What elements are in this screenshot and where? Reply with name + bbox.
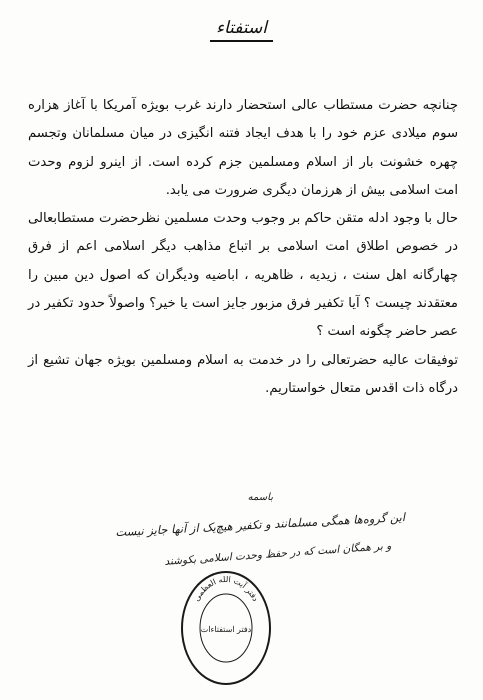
handwritten-answer-line-1: این گروه‌ها همگی مسلمانند و تکفیر هیچ‌یک از آنها جایز نیست: [115, 510, 406, 540]
seal-center-text: دفتر استفتاءات: [200, 625, 252, 634]
letter-body: [28, 92, 458, 403]
paragraph-question: حال با وجود ادله متقن حاکم بر وجوب وحدت مسلمین نظرحضرت مستطابعالی در خصوص اطلاق امت اسلامی بر اتباع مذاهب دیگر اسلامی اعم از فرق چهارگانه اهل سنت ، زیدیه ، ظاهریه ، اباضیه ودیگران که اصول دین مبین را معتقدند چیست ؟ آیا تکفیر فرق مزبور جایز است یا خیر؟ واصولاً حدود تکفیر در عصر حاضر چگونه است ؟: [28, 211, 458, 340]
seal-ring-text: دفتر آیت الله العظمی: [191, 574, 261, 603]
paragraph-intro: چنانچه حضرت مستطاب عالی استحضار دارند غرب بویژه آمریکا با آغاز هزاره سوم میلادی عزم خود را با هدف ایجاد فتنه انگیزی در میان مسلمانان وتجسم چهره خشونت بار از اسلام ومسلمین جزم کرده است. از اینرو لزوم وحدت امت اسلامی بیش از هرزمان دیگری ضرورت می یابد.: [28, 98, 458, 198]
paragraph-closing: توفیقات عالیه حضرتعالی را در خدمت به اسلام ومسلمین بویژه جهان تشیع از درگاه ذات اقدس متعال خواستاریم.: [28, 352, 458, 396]
document-title-text: استفتاء: [210, 18, 273, 42]
office-seal: [178, 568, 274, 688]
handwritten-heading: باسمه: [247, 492, 273, 503]
document-title: [0, 18, 483, 38]
handwritten-answer-line-2: و بر همگان است که در حفظ وحدت اسلامی بکوشند: [163, 540, 392, 568]
